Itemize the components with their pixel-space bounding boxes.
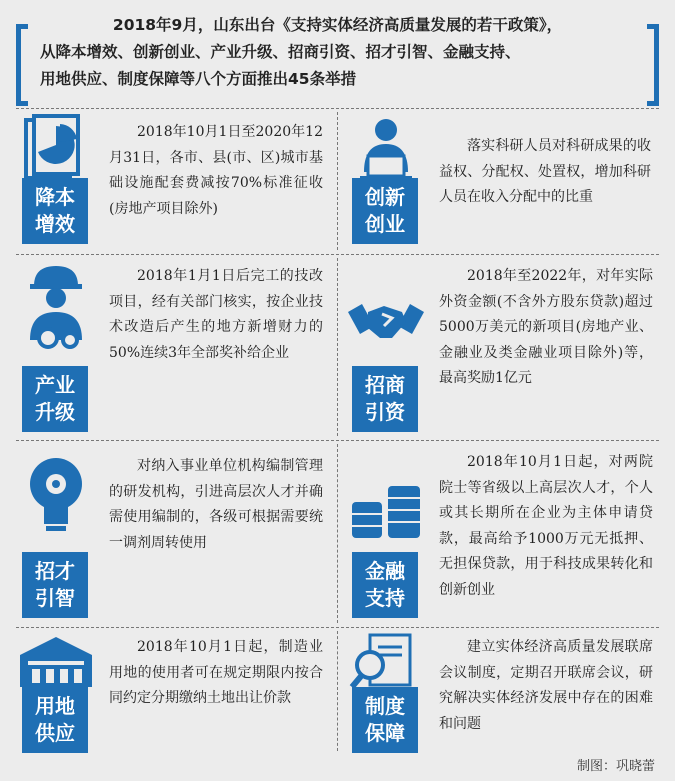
label-line-1: 金融: [365, 559, 405, 583]
worker-gears-icon: [14, 258, 99, 368]
label-line-2: 增效: [35, 212, 75, 236]
policy-cell-land-supply: [14, 631, 332, 751]
intro-line-3: 用地供应、制度保障等八个方面推出45条举措: [40, 70, 357, 88]
policy-cell-industrial-upgrade: [14, 258, 332, 436]
category-label: [22, 366, 88, 432]
row-divider: [16, 440, 659, 441]
label-line-1: 招才: [35, 559, 75, 583]
policy-text: 2018年至2022年，对年实际外资金额(不含外方股东贷款)超过5000万美元的新项目(房地产业、金融业及类金融业项目除外)等，最高奖励1亿元: [439, 268, 653, 386]
column-divider: [337, 631, 338, 751]
policy-cell-innovation: [344, 112, 662, 250]
document-magnifier-icon: [344, 631, 429, 691]
policy-text: 落实科研人员对科研成果的收益权、分配权、处置权，增加科研人员在收入分配中的比重: [439, 138, 651, 205]
policy-cell-cost-reduction: [14, 112, 332, 250]
intro-line-2: 从降本增效、创新创业、产业升级、招商引资、招才引智、金融支持、: [40, 43, 521, 61]
label-line-2: 创业: [365, 212, 405, 236]
category-label: [352, 366, 418, 432]
policy-cell-institutional: [344, 631, 662, 751]
row-divider: [16, 627, 659, 628]
credit-line: 制图：巩晓蕾: [576, 759, 655, 774]
factory-building-icon: [14, 631, 99, 691]
policy-cell-investment: [344, 258, 662, 436]
label-line-1: 招商: [365, 373, 405, 397]
column-divider: [337, 444, 338, 623]
category-label: [22, 687, 88, 753]
handshake-icon: [344, 282, 429, 362]
policy-text: 建立实体经济高质量发展联席会议制度，定期召开联席会议，研究解决实体经济发展中存在的困难和问题: [439, 639, 653, 732]
label-line-2: 支持: [365, 586, 405, 610]
policy-text: 2018年10月1日起，制造业用地的使用者可在规定期限内按合同约定分期缴纳土地出让价款: [109, 639, 323, 706]
policy-text: 2018年10月1日至2020年12月31日，各市、县(市、区)城市基础设施配套费减按70%标准征收(房地产项目除外): [109, 124, 323, 217]
right-bracket: [647, 24, 659, 106]
label-line-2: 保障: [365, 721, 405, 745]
label-line-2: 引资: [365, 400, 405, 424]
policy-text: 2018年10月1日起，对两院院士等省级以上高层次人才，个人或其长期所在企业为主体申请贷款，最高给予1000万元无抵押、无担保贷款，用于科技成果转化和创新创业: [439, 454, 653, 598]
policy-cell-talent: [14, 444, 332, 623]
policy-text: 对纳入事业单位机构编制管理的研发机构，引进高层次人才并确需使用编制的，各级可根据需要统一调剂周转使用: [109, 458, 323, 551]
row-divider: [16, 254, 659, 255]
lightbulb-gear-icon: [14, 444, 99, 554]
label-line-2: 升级: [35, 400, 75, 424]
column-divider: [337, 112, 338, 250]
label-line-1: 产业: [35, 373, 75, 397]
policy-text: 2018年1月1日后完工的技改项目，经有关部门核实，按企业技术改造后产生的地方新增财力的50%连续3年全部奖补给企业: [109, 268, 323, 361]
left-bracket: [16, 24, 28, 106]
label-line-1: 制度: [365, 694, 405, 718]
category-label: [352, 552, 418, 618]
policy-cell-finance: [344, 444, 662, 623]
label-line-1: 创新: [365, 185, 405, 209]
intro-line-1: 2018年9月，山东出台《支持实体经济高质量发展的若干政策》，: [112, 16, 563, 34]
intro-text: [40, 12, 635, 93]
category-label: [22, 552, 88, 618]
label-line-2: 引智: [35, 586, 75, 610]
category-label: [352, 687, 418, 753]
category-label: [22, 178, 88, 244]
row-divider: [16, 108, 659, 109]
label-line-1: 用地: [35, 694, 75, 718]
category-label: [352, 178, 418, 244]
intro-header: [16, 6, 659, 110]
coin-stacks-icon: [344, 472, 429, 552]
label-line-1: 降本: [35, 185, 75, 209]
column-divider: [337, 258, 338, 436]
label-line-2: 供应: [35, 721, 75, 745]
